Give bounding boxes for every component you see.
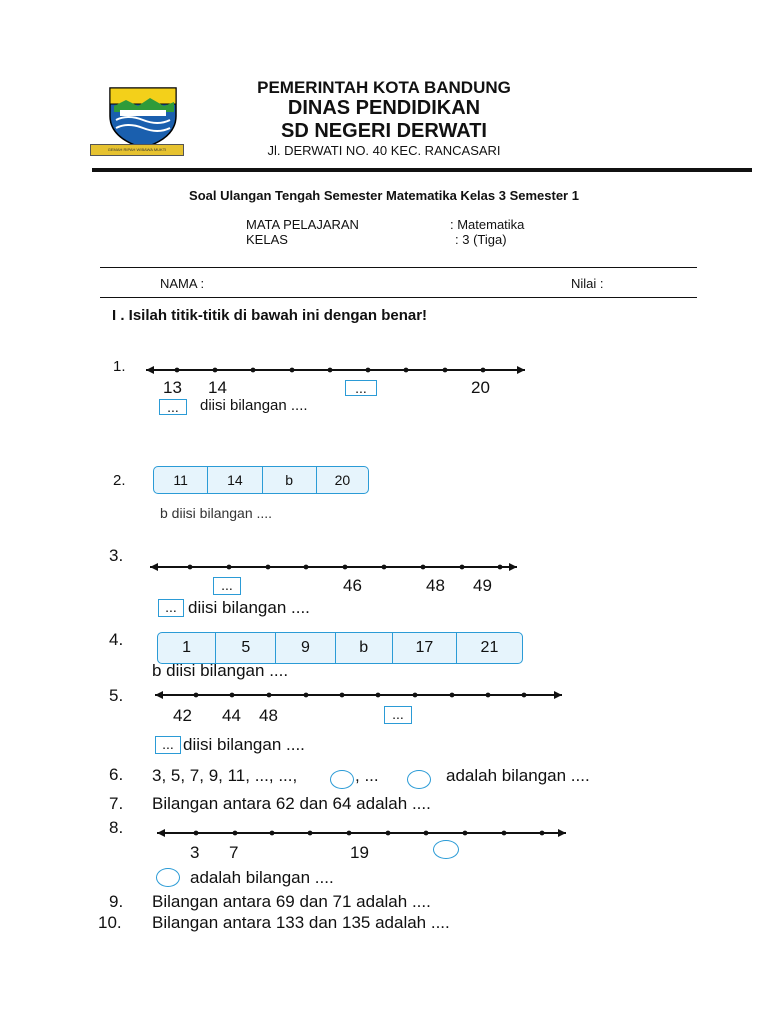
q3-label-48: 48 <box>426 576 445 595</box>
q2-number: 2. <box>113 472 126 489</box>
number-line-tick <box>328 368 333 373</box>
subject-value: : Matematika <box>450 217 525 232</box>
q8-text: adalah bilangan .... <box>190 868 334 887</box>
q1-label-20: 20 <box>471 378 490 397</box>
number-line-tick <box>194 831 199 836</box>
score-label: Nilai : <box>571 276 604 291</box>
q10-number: 10. <box>98 913 122 932</box>
number-line-tick <box>343 565 348 570</box>
q3-answer-box[interactable]: ... <box>158 599 184 617</box>
number-line-tick <box>522 693 527 698</box>
q6-blank-circle-1[interactable] <box>330 770 354 789</box>
number-line-tick <box>460 565 465 570</box>
number-line-tick <box>188 565 193 570</box>
class-label: KELAS <box>246 232 288 247</box>
q8-blank-circle[interactable] <box>433 840 459 859</box>
header-school: SD NEGERI DERWATI <box>281 120 487 142</box>
q3-number: 3. <box>109 546 124 565</box>
number-line-tick <box>481 368 486 373</box>
q5-answer-box[interactable]: ... <box>155 736 181 754</box>
q8-label-19: 19 <box>350 843 369 862</box>
number-line-tick <box>175 368 180 373</box>
header-address: Jl. DERWATI NO. 40 KEC. RANCASARI <box>267 143 501 158</box>
q3-label-49: 49 <box>473 576 492 595</box>
q4-sequence-cells-cell: 9 <box>276 633 335 663</box>
q1-blank-box[interactable]: ... <box>345 380 377 396</box>
arrow-right-icon <box>558 829 566 837</box>
number-line-tick <box>266 565 271 570</box>
q1-label-13: 13 <box>163 378 182 397</box>
q2-sequence-cells-cell: b <box>263 467 317 493</box>
number-line-tick <box>376 693 381 698</box>
q2-sequence-cells-cell: 11 <box>154 467 208 493</box>
q9-number: 9. <box>109 892 124 911</box>
number-line-tick <box>194 693 199 698</box>
number-line-tick <box>267 693 272 698</box>
header-department: DINAS PENDIDIKAN <box>287 97 481 119</box>
q5-number: 5. <box>109 686 124 705</box>
q8-label-7: 7 <box>229 843 239 862</box>
q10-text: Bilangan antara 133 dan 135 adalah .... <box>152 913 450 932</box>
class-value: : 3 (Tiga) <box>455 232 507 247</box>
name-label: NAMA : <box>160 276 205 291</box>
number-line-tick <box>230 693 235 698</box>
number-line-tick <box>386 831 391 836</box>
number-line-tick <box>270 831 275 836</box>
q2-sequence-cells <box>153 466 369 494</box>
q7-number: 7. <box>109 794 124 813</box>
q3-text: diisi bilangan .... <box>188 598 310 617</box>
q3-label-46: 46 <box>343 576 362 595</box>
arrow-right-icon <box>509 563 517 571</box>
arrow-left-icon <box>157 829 165 837</box>
q4-sequence-cells <box>157 632 523 664</box>
number-line-tick <box>486 693 491 698</box>
q8-number: 8. <box>109 818 124 837</box>
q1-text: diisi bilangan .... <box>200 397 308 414</box>
q4-sequence-cells-cell: b <box>336 633 393 663</box>
name-row-bottom-rule <box>100 297 697 298</box>
number-line-tick <box>304 565 309 570</box>
number-line-tick <box>404 368 409 373</box>
q8-label-3: 3 <box>190 843 200 862</box>
q8-number-line <box>0 0 768 1</box>
q2-sequence-cells-cell: 14 <box>208 467 262 493</box>
exam-title: Soal Ulangan Tengah Semester Matematika Kelas 3 Semester 1 <box>189 188 579 203</box>
seal-motto: GEMAH RIPAH WIBAWA MUKTI <box>107 147 167 152</box>
arrow-right-icon <box>554 691 562 699</box>
number-line-tick <box>347 831 352 836</box>
q1-number: 1. <box>113 358 126 375</box>
number-line-tick <box>413 693 418 698</box>
q5-label-42: 42 <box>173 706 192 725</box>
number-line-tick <box>421 565 426 570</box>
number-line-tick <box>382 565 387 570</box>
q2-text: b diisi bilangan .... <box>160 505 273 521</box>
number-line-tick <box>443 368 448 373</box>
q5-blank-box[interactable]: ... <box>384 706 412 724</box>
q4-sequence-cells-cell: 1 <box>158 633 216 663</box>
q8-answer-circle[interactable] <box>156 868 180 887</box>
header-government: PEMERINTAH KOTA BANDUNG <box>257 78 511 97</box>
subject-label: MATA PELAJARAN <box>246 217 359 232</box>
q4-sequence-cells-cell: 17 <box>393 633 457 663</box>
arrow-right-icon <box>517 366 525 374</box>
arrow-left-icon <box>146 366 154 374</box>
q7-text: Bilangan antara 62 dan 64 adalah .... <box>152 794 431 813</box>
number-line-tick <box>540 831 545 836</box>
q4-number: 4. <box>109 630 124 649</box>
number-line-tick <box>213 368 218 373</box>
number-line-tick <box>340 693 345 698</box>
q1-answer-box[interactable]: ... <box>159 399 187 415</box>
number-line-tick <box>366 368 371 373</box>
number-line-tick <box>290 368 295 373</box>
q6-text-end: adalah bilangan .... <box>446 766 590 785</box>
q4-text: b diisi bilangan .... <box>152 661 289 680</box>
number-line-tick <box>227 565 232 570</box>
q2-sequence-cells-cell: 20 <box>334 472 351 488</box>
number-line-tick <box>308 831 313 836</box>
q3-blank-box[interactable]: ... <box>213 577 241 595</box>
q6-text-sequence: 3, 5, 7, 9, 11, ..., ..., <box>152 766 298 785</box>
number-line-tick <box>304 693 309 698</box>
name-row-top-rule <box>100 267 697 268</box>
number-line-tick <box>424 831 429 836</box>
q4-sequence-cells-cell: 21 <box>480 639 499 656</box>
q9-text: Bilangan antara 69 dan 71 adalah .... <box>152 892 431 911</box>
section-title: I . Isilah titik-titik di bawah ini dengan benar! <box>112 307 428 324</box>
number-line-tick <box>450 693 455 698</box>
number-line-tick <box>251 368 256 373</box>
q6-text-dots: , ... <box>355 766 379 785</box>
arrow-left-icon <box>150 563 158 571</box>
number-line-tick <box>498 565 503 570</box>
q5-label-48: 48 <box>259 706 278 725</box>
q1-label-14: 14 <box>208 378 227 397</box>
q6-number: 6. <box>109 765 124 784</box>
q6-blank-circle-2[interactable] <box>407 770 431 789</box>
q5-label-44: 44 <box>222 706 241 725</box>
q5-text: diisi bilangan .... <box>183 735 305 754</box>
q4-sequence-cells-cell: 5 <box>216 633 276 663</box>
arrow-left-icon <box>155 691 163 699</box>
header-divider <box>92 168 752 172</box>
number-line-tick <box>233 831 238 836</box>
number-line-tick <box>502 831 507 836</box>
number-line-tick <box>463 831 468 836</box>
